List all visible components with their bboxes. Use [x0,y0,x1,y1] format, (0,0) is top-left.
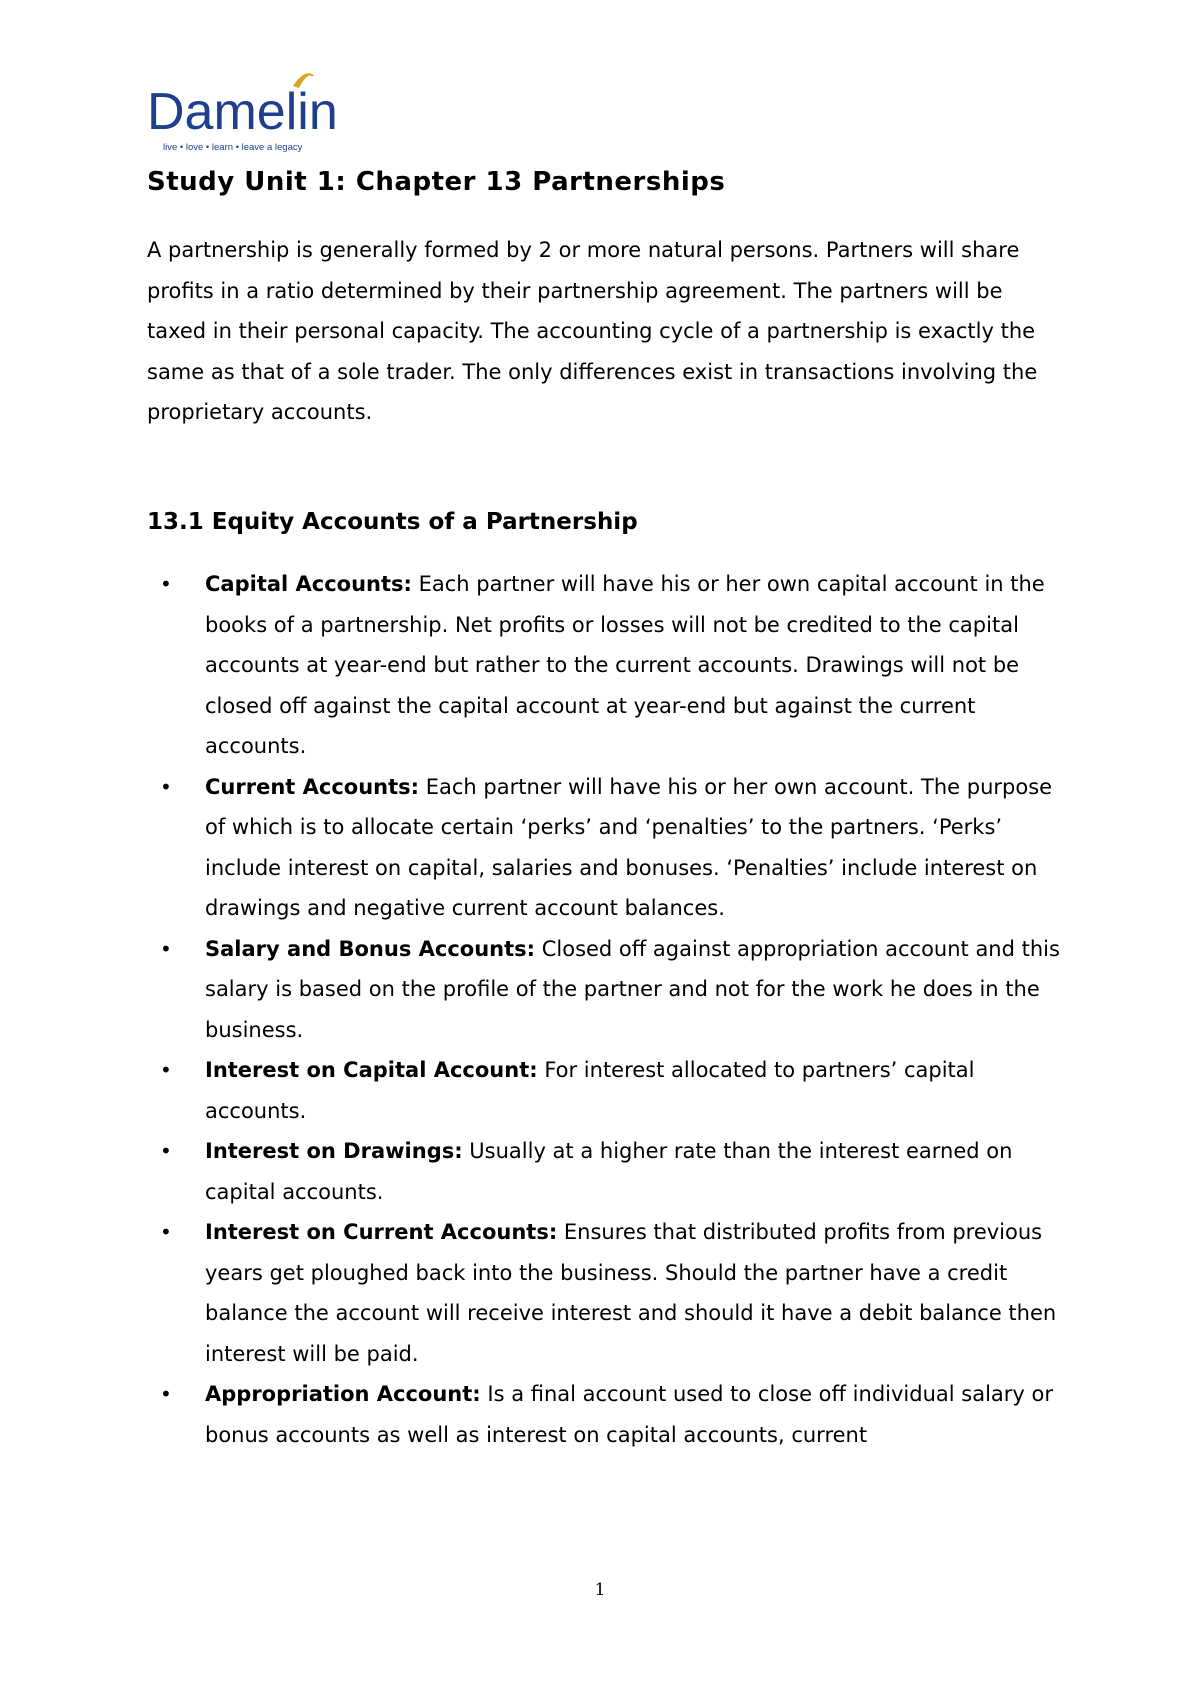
list-item-text: Is a final account used to close off individual salary or bonus accounts as well as interest on capital accounts, current [205,1382,1053,1447]
damelin-logo [147,72,355,158]
bullet-icon: • [160,572,172,596]
list-item-text: Closed off against appropriation account and this salary is based on the profile of the partner and not for the work he does in the business. [205,936,1060,1042]
list-item [147,1050,1067,1131]
page-number: 1 [594,1580,606,1600]
list-item-term: Appropriation Account: [205,1382,481,1406]
logo-wordmark: Damelin [147,83,338,141]
list-item [147,1131,1067,1212]
list-item-text: For interest allocated to partners’ capital accounts. [205,1058,975,1123]
list-item-term: Salary and Bonus Accounts: [205,936,536,961]
logo-tagline: live • love • learn • leave a legacy [163,142,303,153]
list-item-text: Each partner will have his or her own account. The purpose of which is to allocate certain ‘perks’ and ‘penalties’ to the partners. ‘Perks’ include interest on capital, salaries and bonuses. ‘Penalties’ include interest on drawings and negative current account balances. [205,774,1053,920]
list-item [147,1374,1067,1455]
bullet-icon: • [160,774,172,799]
bullet-icon: • [160,1058,172,1082]
list-item-term: Interest on Current Accounts: [205,1220,558,1244]
bullet-icon: • [160,1382,172,1406]
list-item-text: Each partner will have his or her own capital account in the books of a partnership. Net profits or losses will not be credited to the capital accounts at year-end but rather to the current accounts. Drawings will not be closed off against the capital account at year-end but against the current accounts. [205,572,1045,758]
list-item-text: Ensures that distributed profits from previous years get ploughed back into the business. Should the partner have a credit balance the account will receive interest and should it have a debit balance then interest will be paid. [205,1220,1057,1366]
page-title: Study Unit 1: Chapter 13 Partnerships [147,167,726,197]
list-item [147,767,1067,929]
list-item-term: Interest on Capital Account: [205,1058,538,1082]
list-item-term: Current Accounts: [205,774,420,799]
list-item [147,1212,1067,1374]
bullet-icon: • [160,1139,172,1163]
bullet-icon: • [160,936,172,961]
list-item-text: Usually at a higher rate than the interest earned on capital accounts. [205,1139,1013,1204]
equity-accounts-list [147,564,1067,1455]
bullet-icon: • [160,1220,172,1244]
list-item-term: Interest on Drawings: [205,1139,463,1163]
section-heading: 13.1 Equity Accounts of a Partnership [147,509,638,535]
list-item-term: Capital Accounts: [205,572,412,596]
list-item [147,564,1067,767]
list-item [147,929,1067,1051]
intro-paragraph: A partnership is generally formed by 2 or more natural persons. Partners will share profits in a ratio determined by their partnership agreement. The partners will be taxed in their personal capacity. The accounting cycle of a partnership is exactly the same as that of a sole trader. The only differences exist in transactions involving the proprietary accounts. [147,238,1038,424]
